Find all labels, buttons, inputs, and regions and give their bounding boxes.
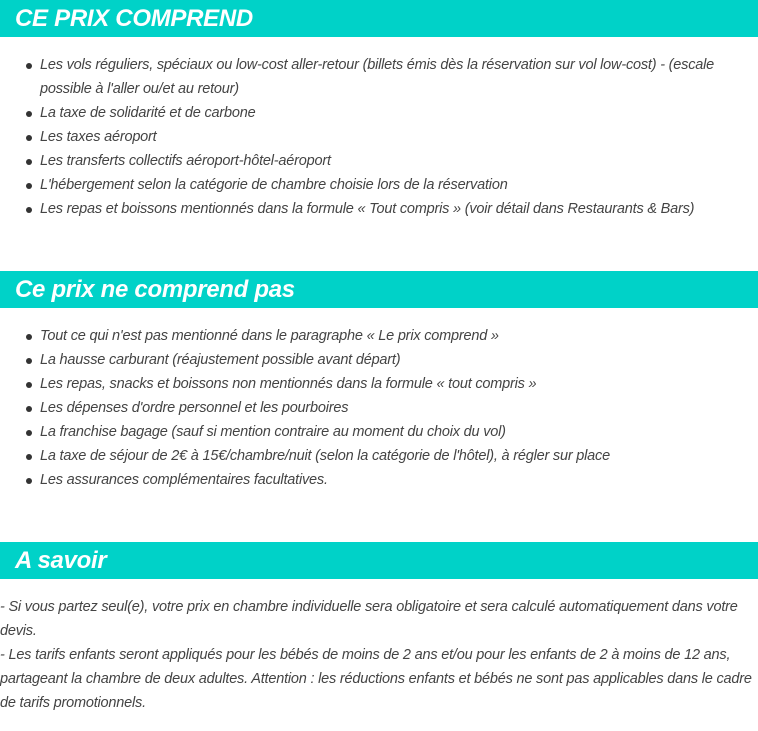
- list-item-text: Les repas, snacks et boissons non mentionnés dans la formule « tout compris »: [40, 376, 537, 392]
- list-item: [0, 348, 758, 372]
- list-item-text: Tout ce qui n'est pas mentionné dans le paragraphe « Le prix comprend »: [40, 328, 499, 344]
- bullet-icon: [26, 478, 32, 484]
- bullet-icon: [26, 430, 32, 436]
- list-item: [0, 324, 758, 348]
- list-item: [0, 468, 758, 492]
- list-item: [0, 101, 758, 125]
- list-item-text: La franchise bagage (sauf si mention contraire au moment du choix du vol): [40, 424, 506, 440]
- bullet-icon: [26, 159, 32, 165]
- list-item: [0, 173, 758, 197]
- list-item-text: Les taxes aéroport: [40, 129, 157, 145]
- list-item-text: Les vols réguliers, spéciaux ou low-cost aller-retour (billets émis dès la réservation sur vol low-cost) - (escale possible à l'aller ou/et au retour): [40, 57, 715, 97]
- list-item: [0, 372, 758, 396]
- good-to-know-text: [0, 595, 752, 715]
- list-item-text: La taxe de solidarité et de carbone: [40, 105, 256, 121]
- list-item-text: L'hébergement selon la catégorie de chambre choisie lors de la réservation: [40, 177, 508, 193]
- bullet-icon: [26, 358, 32, 364]
- bullet-icon: [26, 63, 32, 69]
- list-item-text: Les repas et boissons mentionnés dans la formule « Tout compris » (voir détail dans Restaurants & Bars): [40, 201, 695, 217]
- excludes-list: [0, 324, 758, 492]
- bullet-icon: [26, 382, 32, 388]
- list-item: [0, 149, 758, 173]
- bullet-icon: [26, 135, 32, 141]
- list-item-text: Les dépenses d'ordre personnel et les pourboires: [40, 400, 349, 416]
- section-header-good-to-know: A savoir: [0, 542, 758, 579]
- section-header-excludes: Ce prix ne comprend pas: [0, 271, 758, 308]
- info-paragraph-children: - Les tarifs enfants seront appliqués pour les bébés de moins de 2 ans et/ou pour les enfants de 2 à moins de 12 ans, partageant la chambre de deux adultes. Attention : les réductions enfants et bébés ne sont pas applicables dans le cadre de tarifs promotionnels.: [0, 647, 752, 711]
- bullet-icon: [26, 183, 32, 189]
- list-item-text: Les transferts collectifs aéroport-hôtel-aéroport: [40, 153, 331, 169]
- section-header-includes: CE PRIX COMPREND: [0, 0, 758, 37]
- list-item-text: Les assurances complémentaires facultatives.: [40, 472, 328, 488]
- list-item: [0, 53, 758, 101]
- bullet-icon: [26, 207, 32, 213]
- list-item: [0, 444, 758, 468]
- includes-list: [0, 53, 758, 221]
- list-item: [0, 396, 758, 420]
- list-item: [0, 197, 758, 221]
- bullet-icon: [26, 334, 32, 340]
- bullet-icon: [26, 454, 32, 460]
- list-item: [0, 420, 758, 444]
- info-paragraph-solo: - Si vous partez seul(e), votre prix en chambre individuelle sera obligatoire et sera calculé automatiquement dans votre devis.: [0, 599, 738, 639]
- list-item: [0, 125, 758, 149]
- list-item-text: La hausse carburant (réajustement possible avant départ): [40, 352, 401, 368]
- list-item-text: La taxe de séjour de 2€ à 15€/chambre/nuit (selon la catégorie de l'hôtel), à régler sur place: [40, 448, 610, 464]
- bullet-icon: [26, 111, 32, 117]
- bullet-icon: [26, 406, 32, 412]
